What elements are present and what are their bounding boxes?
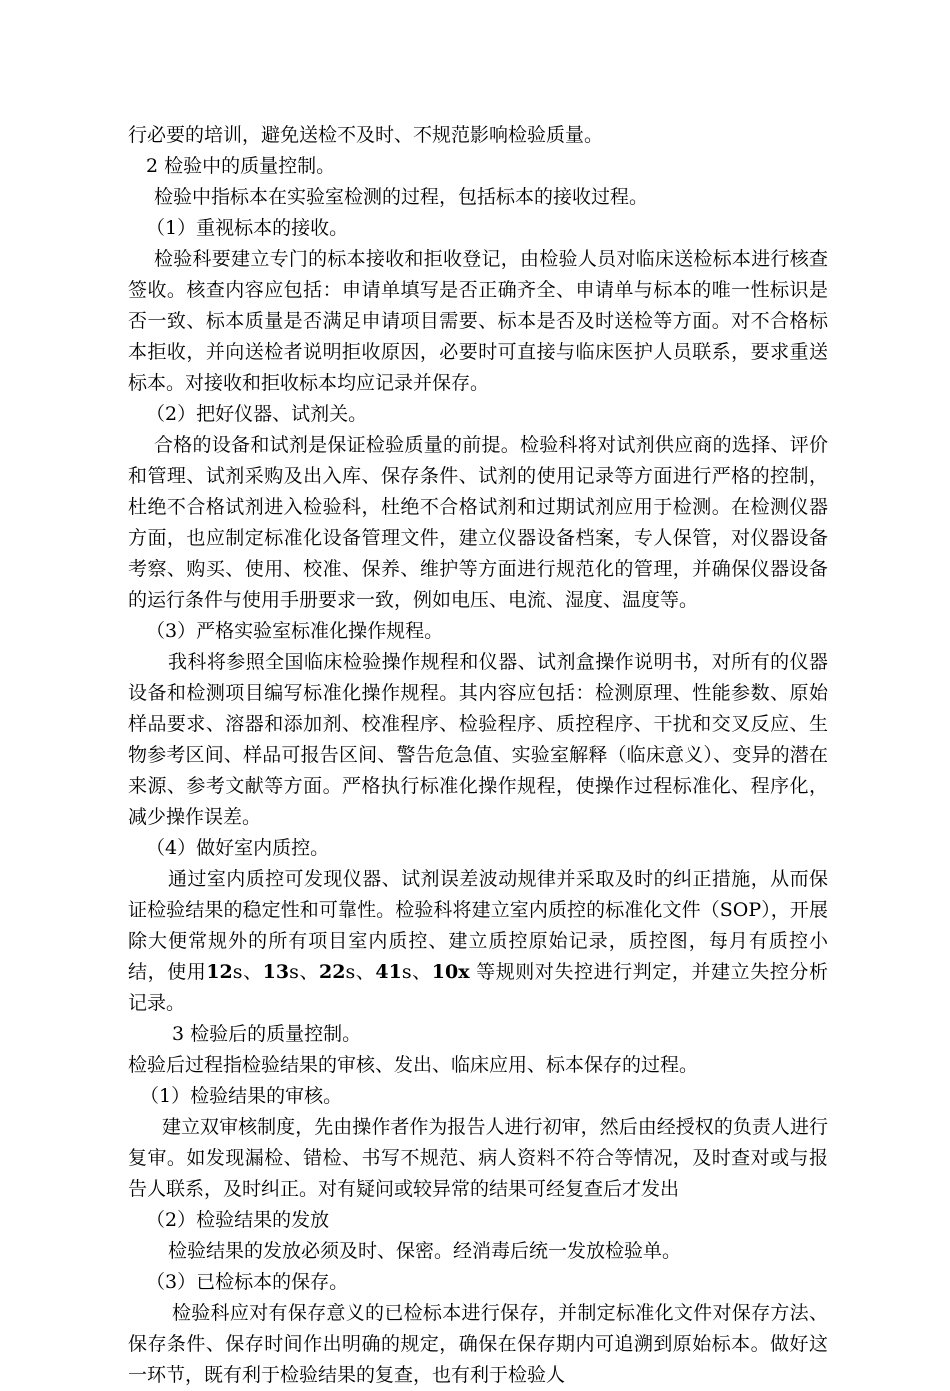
subheading-internal-qc: （4）做好室内质控。 xyxy=(146,837,330,859)
rule-13-number: 13 xyxy=(262,961,290,983)
internal-qc-text: 通过室内质控可发现仪器、试剂误差波动规律并采取及时的纠正措施，从而保证检验结果的稳定性和可靠性。检验科将建立室内质控的标准化文件（SOP），开展除大便常规外的所有项目室内质控、建立质控原始记录，质控图，每月有质控小结，使用 xyxy=(128,868,828,983)
rule-12-suffix: s、 xyxy=(232,961,263,983)
paragraph-specimen-storage: 检验科应对有保存意义的已检标本进行保存，并制定标准化文件对保存方法、保存条件、保存时间作出明确的规定，确保在保存期内可追溯到原始标本。做好这一环节，既有利于检验结果的复查，也有利于检验人 xyxy=(128,1302,828,1386)
paragraph-training-continuation: 行必要的培训，避免送检不及时、不规范影响检验质量。 xyxy=(128,124,604,146)
subheading-specimen-storage: （3）已检标本的保存。 xyxy=(146,1271,349,1293)
paragraph-specimen-receipt: 检验科要建立专门的标本接收和拒收登记，由检验人员对临床送检标本进行核查签收。核查内容应包括：申请单填写是否正确齐全、申请单与标本的唯一性标识是否一致、标本质量是否满足申请项目需要、标本是否及时送检等方面。对不合格标本拒收，并向送检者说明拒收原因，必要时可直接与临床医护人员联系，要求重送标本。对接收和拒收标本均应记录并保存。 xyxy=(128,248,828,394)
paragraph-internal-qc xyxy=(128,864,828,1019)
paragraph-sop: 我科将参照全国临床检验操作规程和仪器、试剂盒操作说明书，对所有的仪器设备和检测项目编写标准化操作规程。其内容应包括：检测原理、性能参数、原始样品要求、溶器和添加剂、校准程序、检验程序、质控程序、干扰和交叉反应、生物参考区间、样品可报告区间、警告危急值、实验室解释（临床意义）、变异的潜在来源、参考文献等方面。严格执行标准化操作规程，使操作过程标准化、程序化，减少操作误差。 xyxy=(128,651,828,828)
paragraph-result-review: 建立双审核制度，先由操作者作为报告人进行初审，然后由经授权的负责人进行复审。如发现漏检、错检、书写不规范、病人资料不符合等情况，及时查对或与报告人联系，及时纠正。对有疑问或较异常的结果可经复查后才发出 xyxy=(128,1116,828,1200)
subheading-result-review: （1）检验结果的审核。 xyxy=(140,1085,343,1107)
rule-22-suffix: s、 xyxy=(345,961,376,983)
rule-10x: 10x xyxy=(431,961,470,983)
rule-22-number: 22 xyxy=(319,961,346,983)
rule-41-number: 41 xyxy=(375,961,402,983)
subheading-instruments-reagents: （2）把好仪器、试剂关。 xyxy=(146,403,368,425)
internal-qc-tail: 等规则对失控进行判定，并建立失控分析记录。 xyxy=(128,961,828,1014)
subheading-specimen-receipt: （1）重视标本的接收。 xyxy=(146,217,349,239)
paragraph-instruments-reagents: 合格的设备和试剂是保证检验质量的前提。检验科将对试剂供应商的选择、评价和管理、试剂采购及出入库、保存条件、试剂的使用记录等方面进行严格的控制，杜绝不合格试剂进入检验科，杜绝不合格试剂和过期试剂应用于检测。在检测仪器方面，也应制定标准化设备管理文件，建立仪器设备档案，专人保管，对仪器设备考察、购买、使用、校准、保养、维护等方面进行规范化的管理，并确保仪器设备的运行条件与使用手册要求一致，例如电压、电流、湿度、温度等。 xyxy=(128,434,828,611)
document-page xyxy=(128,120,828,1391)
rule-12-number: 12 xyxy=(206,961,233,983)
section-heading-in-process-qc: 2 检验中的质量控制。 xyxy=(146,155,336,177)
rule-41-suffix: s、 xyxy=(401,961,432,983)
paragraph-result-release: 检验结果的发放必须及时、保密。经消毒后统一发放检验单。 xyxy=(168,1240,682,1262)
paragraph-post-process-definition: 检验后过程指检验结果的审核、发出、临床应用、标本保存的过程。 xyxy=(128,1054,699,1076)
rule-13-suffix: s、 xyxy=(289,961,320,983)
paragraph-in-process-definition: 检验中指标本在实验室检测的过程，包括标本的接收过程。 xyxy=(154,186,649,208)
subheading-sop: （3）严格实验室标准化操作规程。 xyxy=(146,620,444,642)
subheading-result-release: （2）检验结果的发放 xyxy=(146,1209,330,1231)
section-heading-post-process-qc: 3 检验后的质量控制。 xyxy=(172,1023,362,1045)
